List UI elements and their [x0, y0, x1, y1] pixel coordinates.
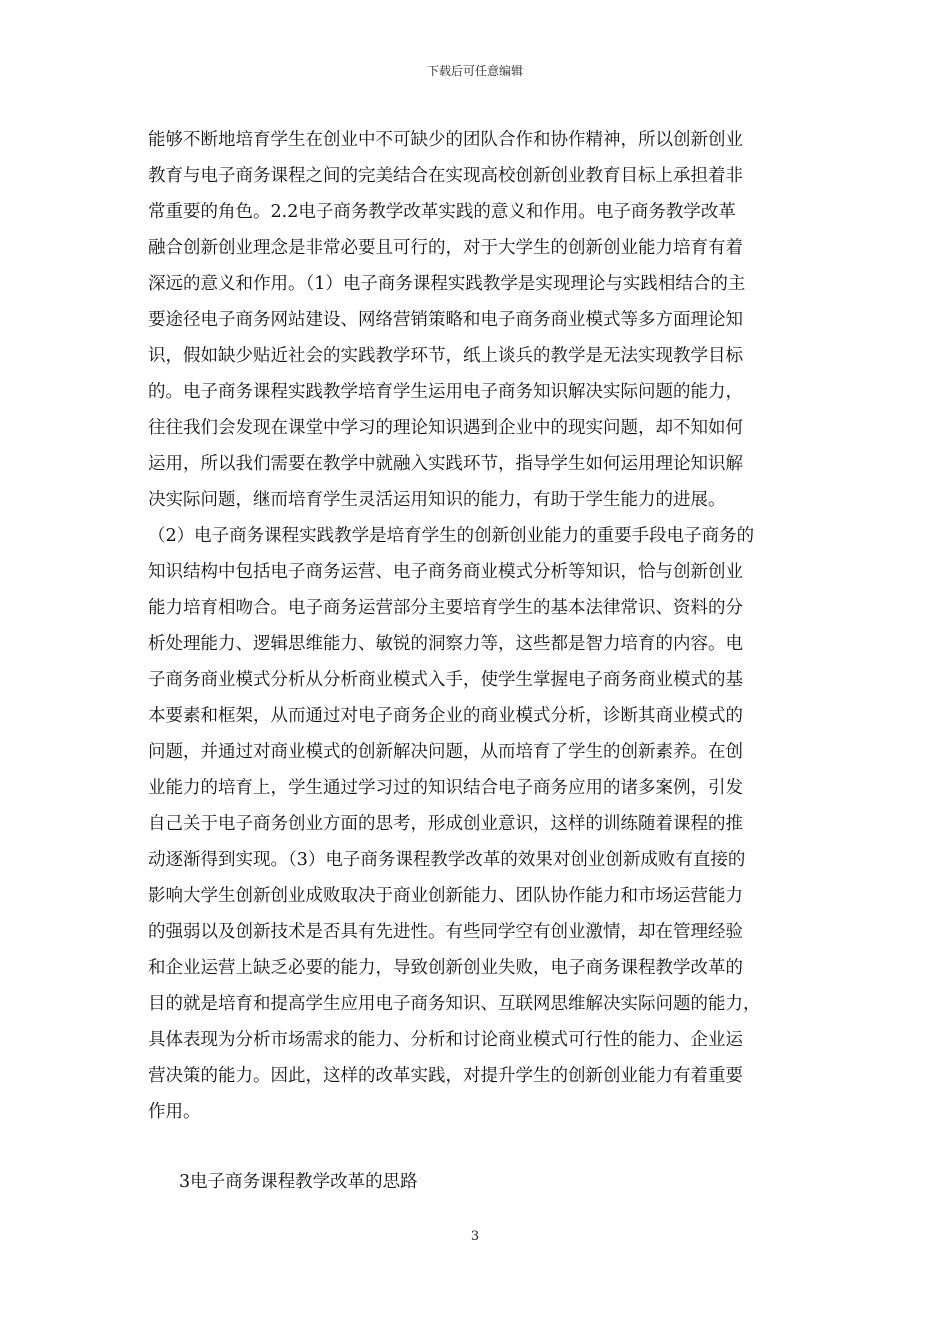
text-line: 作用。 [148, 1102, 201, 1122]
body-paragraph [148, 122, 808, 1130]
page-number: 3 [470, 1229, 480, 1244]
text-line: 能力培育相吻合。电子商务运营部分主要培育学生的基本法律常识、资料的分 [148, 598, 743, 618]
text-line: 决实际问题，继而培育学生灵活运用知识的能力，有助于学生能力的进展。 [148, 490, 726, 510]
text-line: 目的就是培育和提高学生应用电子商务知识、互联网思维解决实际问题的能力， [148, 994, 761, 1014]
text-line: 具体表现为分析市场需求的能力、分析和讨论商业模式可行性的能力、企业运 [148, 1030, 743, 1050]
text-line: 常重要的角色。2.2电子商务教学改革实践的意义和作用。电子商务教学改革 [148, 202, 736, 222]
text-line: 能够不断地培育学生在创业中不可缺少的团队合作和协作精神，所以创新创业 [148, 130, 743, 150]
page-header: 下载后可任意编辑 [426, 64, 523, 78]
text-line: 往往我们会发现在课堂中学习的理论知识遇到企业中的现实问题，却不知如何 [148, 418, 743, 438]
text-line: 的。电子商务课程实践教学培育学生运用电子商务知识解决实际问题的能力， [148, 382, 743, 402]
text-line: 业能力的培育上，学生通过学习过的知识结合电子商务应用的诸多案例，引发 [148, 778, 743, 798]
text-line: （2）电子商务课程实践教学是培育学生的创新创业能力的重要手段电子商务的 [148, 526, 755, 546]
text-line: 营决策的能力。因此，这样的改革实践，对提升学生的创新创业能力有着重要 [148, 1066, 743, 1086]
text-line: 和企业运营上缺乏必要的能力，导致创新创业失败，电子商务课程教学改革的 [148, 958, 743, 978]
text-line: 析处理能力、逻辑思维能力、敏锐的洞察力等，这些都是智力培育的内容。电 [148, 634, 743, 654]
text-line: 教育与电子商务课程之间的完美结合在实现高校创新创业教育目标上承担着非 [148, 166, 743, 186]
section-heading: 3电子商务课程教学改革的思路 [179, 1172, 418, 1192]
text-line: 融合创新创业理念是非常必要且可行的，对于大学生的创新创业能力培育有着 [148, 238, 743, 258]
text-line: 识，假如缺少贴近社会的实践教学环节，纸上谈兵的教学是无法实现教学目标 [148, 346, 743, 366]
text-line: 自己关于电子商务创业方面的思考，形成创业意识，这样的训练随着课程的推 [148, 814, 743, 834]
text-line: 动逐渐得到实现。（3）电子商务课程教学改革的效果对创业创新成败有直接的 [148, 850, 746, 870]
text-line: 的强弱以及创新技术是否具有先进性。有些同学空有创业激情，却在管理经验 [148, 922, 743, 942]
text-line: 深远的意义和作用。（1）电子商务课程实践教学是实现理论与实践相结合的主 [148, 274, 746, 294]
text-line: 运用，所以我们需要在教学中就融入实践环节，指导学生如何运用理论知识解 [148, 454, 743, 474]
text-line: 子商务商业模式分析从分析商业模式入手，使学生掌握电子商务商业模式的基 [148, 670, 743, 690]
text-line: 影响大学生创新创业成败取决于商业创新能力、团队协作能力和市场运营能力 [148, 886, 743, 906]
text-line: 问题，并通过对商业模式的创新解决问题，从而培育了学生的创新素养。在创 [148, 742, 743, 762]
text-line: 要途径电子商务网站建设、网络营销策略和电子商务商业模式等多方面理论知 [148, 310, 743, 330]
text-line: 知识结构中包括电子商务运营、电子商务商业模式分析等知识，恰与创新创业 [148, 562, 743, 582]
text-line: 本要素和框架，从而通过对电子商务企业的商业模式分析，诊断其商业模式的 [148, 706, 743, 726]
